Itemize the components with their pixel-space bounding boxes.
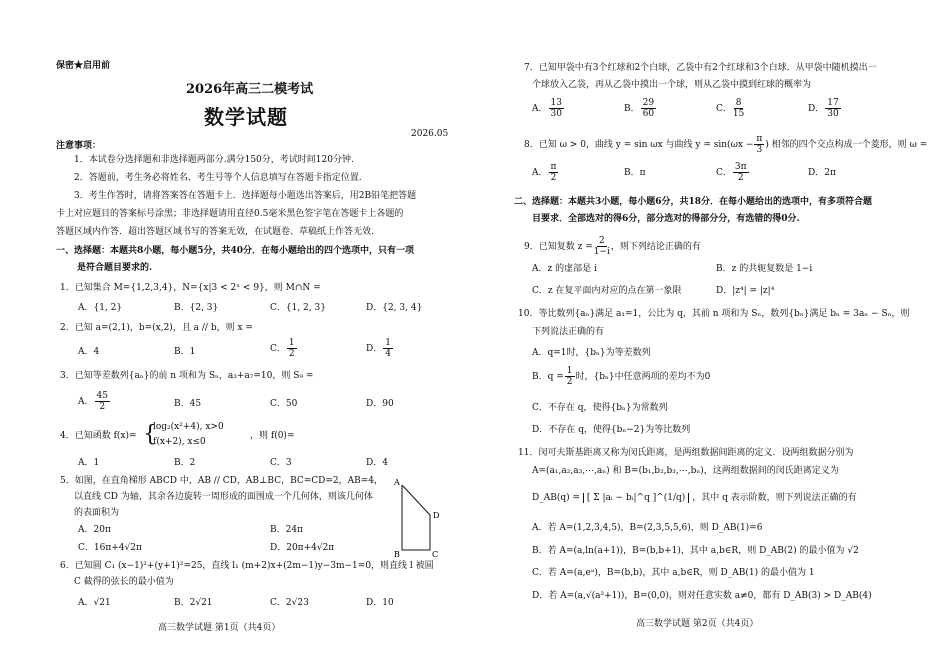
q8-stem-pre: 8．已知 ω > 0，曲线 y = sin ωx 与曲线 y = sin(ωx − xyxy=(524,140,754,150)
q7-d-label: D． xyxy=(808,104,825,114)
q11-option-c: C．若 A=(a,eᵃ)，B=(b,b)，其中 a,b∈R，则 D_AB(1) 的最小值为 1 xyxy=(532,568,815,578)
q6-option-b: B．2√21 xyxy=(174,598,213,608)
q9-option-b: B．z 的共轭复数是 1−i xyxy=(716,264,813,274)
section1-heading: 一、选择题：本题共8小题，每小题5分，共40分．在每小题给出的四个选项中，只有一项 xyxy=(56,246,415,256)
q10-b-label: B．q = xyxy=(532,372,564,382)
q1-option-d: D．{2, 3, 4} xyxy=(366,303,423,313)
q7-d-fraction xyxy=(825,98,840,119)
q11-line-3 xyxy=(532,492,857,504)
q7-c-fraction xyxy=(733,98,744,119)
q9-option-a: A．z 的虚部是 i xyxy=(532,264,597,274)
q4-case-2: f(x+2), x≤0 xyxy=(153,437,206,447)
notice-1: 1．本试卷分选择题和非选择题两部分.满分150分，考试时间120分钟. xyxy=(74,155,354,165)
figure-label-b: B xyxy=(394,550,400,559)
q8-option-a xyxy=(532,162,559,183)
q4-option-d: D．4 xyxy=(366,458,388,468)
figure-label-d: D xyxy=(433,511,440,520)
exam-date: 2026.05 xyxy=(411,129,449,139)
q8-stem-post: ) 相邻的四个交点构成一个菱形，则 ω = xyxy=(765,140,928,150)
q8-pi-fraction xyxy=(754,134,764,155)
q2-option-d xyxy=(366,338,394,359)
q10-line-1: 10．等比数列{aₙ}满足 a₁=1，公比为 q，其前 n 项和为 Sₙ，数列{bₙ}满足 bₙ = 3aₙ − Sₙ，则 xyxy=(518,309,910,319)
q1-stem: 1．已知集合 M={1,2,3,4}，N={x|3 < 2ˣ < 9}，则 M∩N = xyxy=(60,283,321,293)
q8-c-label: C． xyxy=(716,168,732,178)
q3-stem: 3．已知等差数列{aₙ}的前 n 项和为 Sₙ，a₃+a₇=10，则 S₉ = xyxy=(60,371,314,381)
q11-formula: [ Σ |aᵢ − bᵢ|^q ]^(1/q) xyxy=(583,493,689,503)
notice-3-cont: 卡上对应题目的答案标号涂黑；非选择题请用直径0.5毫米黑色签字笔在答题卡上各题的 xyxy=(56,209,404,219)
q2-option-d-fraction xyxy=(383,338,393,359)
q8-option-d: D．2π xyxy=(808,168,836,178)
q4-option-c: C．3 xyxy=(270,458,292,468)
q7-c-den: 15 xyxy=(732,109,745,119)
q9-stem-pre: 9．已知复数 z = xyxy=(524,242,593,252)
q1-option-b: B．{2, 3} xyxy=(174,303,219,313)
q11-option-a: A．若 A=(1,2,3,4,5)，B=(2,3,5,5,6)，则 D_AB(1)=6 xyxy=(532,523,763,533)
q5-line-1: 5．如图，在直角梯形 ABCD 中，AB // CD，AB⊥BC，BC=CD=2，AB=4， xyxy=(60,476,384,486)
q7-b-den: 60 xyxy=(642,109,655,119)
q5-option-b: B．24π xyxy=(270,525,303,535)
notice-3-cont2: 答题区域内作答．超出答题区域书写的答案无效，在试题卷、草稿纸上作答无效. xyxy=(56,227,374,237)
q7-d-den: 30 xyxy=(827,109,839,119)
q8-a-label: A． xyxy=(532,168,548,178)
q9-stem-post: ，则下列结论正确的有 xyxy=(610,242,701,252)
q5-option-c: C．16π+4√2π xyxy=(78,543,142,553)
q8-stem xyxy=(524,134,927,155)
q3-option-a-fraction xyxy=(95,391,110,412)
q7-b-label: B． xyxy=(624,104,640,114)
q11-line-2: A=(a₁,a₂,a₃,⋯,aₙ) 和 B=(b₁,b₂,b₃,⋯,bₙ)，这两组数据间的闵氏距离定义为 xyxy=(532,466,839,476)
q2-option-c-label: C． xyxy=(270,344,286,354)
q11-option-b: B．若 A=(a,ln(a+1))，B=(b,b+1)，其中 a,b∈R，则 D_AB(2) 的最小值为 √2 xyxy=(532,546,859,556)
figure-label-c: C xyxy=(432,550,439,559)
q10-b-num: 1 xyxy=(566,366,573,376)
q11-option-d: D．若 A=(a,√(a²+1))，B=(0,0)，则对任意实数 a≠0，都有 D_AB(3) > D_AB(4) xyxy=(532,591,872,601)
notice-3: 3．考生作答时，请将答案答在答题卡上．选择题每小题选出答案后，用2B铅笔把答题 xyxy=(74,191,417,201)
q4-stem-post: ，则 f(0)= xyxy=(250,431,295,441)
q8-a-num: π xyxy=(550,162,557,172)
q7-a-den: 30 xyxy=(550,109,562,119)
secret-label: 保密★启用前 xyxy=(56,61,111,71)
right-column xyxy=(478,0,946,672)
q8-c-den: 2 xyxy=(737,173,744,183)
q10-option-d: D．不存在 q，使得{bₙ−2}为等比数列 xyxy=(532,425,691,435)
q5-line-2: 以直线 CD 为轴，其余各边旋转一周形成的面围成一个几何体，则该几何体 xyxy=(74,492,373,502)
q4-case-1: log₂(x²+4), x>0 xyxy=(153,422,224,432)
q2-option-b: B．1 xyxy=(174,347,196,357)
q6-option-c: C．2√23 xyxy=(270,598,309,608)
q4-brace: { xyxy=(143,422,157,447)
q5-line-3: 的表面积为 xyxy=(74,508,120,518)
notice-heading: 注意事项： xyxy=(56,141,102,151)
q11-line-3-post: ，其中 q 表示阶数，则下列说法正确的有 xyxy=(692,493,857,503)
q10-option-a: A．q=1时，{bₙ}为等差数列 xyxy=(532,348,651,358)
left-column xyxy=(0,0,468,672)
q7-c-num: 8 xyxy=(735,98,742,108)
q2-option-d-label: D． xyxy=(366,344,383,354)
q2-option-a: A．4 xyxy=(78,347,100,357)
q2-c-den: 2 xyxy=(288,349,295,359)
q8-c-fraction xyxy=(733,162,749,183)
q5-option-a: A．20π xyxy=(78,525,111,535)
q7-option-a xyxy=(532,98,565,119)
q8-pi-num: π xyxy=(756,134,763,144)
q6-option-d: D．10 xyxy=(366,598,394,608)
q7-a-fraction xyxy=(549,98,564,119)
q7-option-c xyxy=(716,98,745,119)
q9-num: 2 xyxy=(598,236,605,246)
right-footer: 高三数学试题 第2页（共4页） xyxy=(636,619,759,629)
q7-d-num: 17 xyxy=(827,98,839,108)
q10-b-den: 2 xyxy=(566,377,573,387)
q3-option-a xyxy=(78,391,111,412)
q2-option-c-fraction xyxy=(287,338,297,359)
figure-label-a: A xyxy=(394,478,400,487)
q6-option-a: A．√21 xyxy=(78,598,111,608)
q6-line-2: C 截得的弦长的最小值为 xyxy=(74,577,174,587)
q10-option-c: C．不存在 q，使得{bₙ}为常数列 xyxy=(532,403,668,413)
q9-option-c: C．z 在复平面内对应的点在第一象限 xyxy=(532,286,682,296)
q7-option-b xyxy=(624,98,657,119)
subject-title: 数学试题 xyxy=(204,105,288,129)
q7-line-2: 个球放入乙袋，再从乙袋中摸出一个球，则从乙袋中摸到红球的概率为 xyxy=(532,80,812,90)
q2-stem: 2．已知 a=(2,1)，b=(x,2)，且 a // b，则 x = xyxy=(60,323,253,333)
q8-pi-den: 3 xyxy=(756,145,763,155)
q7-line-1: 7．已知甲袋中有3个红球和2个白球，乙袋中有2个红球和3个白球．从甲袋中随机摸出一 xyxy=(524,63,877,73)
q4-stem xyxy=(60,430,137,442)
q11-d-label: D_AB(q) = xyxy=(532,493,581,503)
q5-option-d: D．20π+4√2π xyxy=(270,543,335,553)
q7-c-label: C． xyxy=(716,104,732,114)
q8-a-fraction xyxy=(549,162,559,183)
q8-c-num: 3π xyxy=(734,162,747,172)
section2-heading-cont: 目要求．全部选对的得6分，部分选对的得部分分，有选错的得0分. xyxy=(532,214,800,224)
left-footer: 高三数学试题 第1页（共4页） xyxy=(158,623,281,633)
q3-a-den: 2 xyxy=(99,402,106,412)
q8-option-c xyxy=(716,162,750,183)
q3-a-num: 45 xyxy=(96,391,108,401)
q7-b-fraction xyxy=(641,98,656,119)
q7-a-label: A． xyxy=(532,104,548,114)
q3-option-a-label: A． xyxy=(78,397,94,407)
q2-c-num: 1 xyxy=(288,338,295,348)
section1-heading-cont: 是符合题目要求的. xyxy=(77,263,153,273)
q8-a-den: 2 xyxy=(550,173,557,183)
q2-d-den: 4 xyxy=(385,349,391,359)
q2-d-num: 1 xyxy=(385,338,391,348)
exam-title: 2026年高三二模考试 xyxy=(186,82,314,97)
q4-stem-pre: 4．已知函数 f(x)= xyxy=(60,431,137,441)
trapezoid-shape xyxy=(402,485,430,550)
q1-option-c: C．{1, 2, 3} xyxy=(270,303,326,313)
trapezoid-figure xyxy=(390,475,450,560)
q4-option-b: B．2 xyxy=(174,458,196,468)
q6-line-1: 6．已知圆 C₁ (x−1)²+(y+1)²=25，直线 l₁ (m+2)x+(2m−1)y−3m−1=0，则直线 l 被圆 xyxy=(60,561,434,571)
q10-b-post: 时，{bₙ}中任意两项的差均不为0 xyxy=(575,372,711,382)
q3-option-c: C．50 xyxy=(270,399,298,409)
q11-line-1: 11．闵可夫斯基距离又称为闵氏距离，是两组数据间距离的定义．设两组数据分别为 xyxy=(518,448,854,458)
q9-den: 1−i xyxy=(593,247,610,257)
q3-option-d: D．90 xyxy=(366,399,394,409)
q10-line-2: 下列说法正确的有 xyxy=(532,327,605,337)
q1-option-a: A．{1, 2} xyxy=(78,303,123,313)
section2-heading: 二、选择题：本题共3小题，每小题6分，共18分．在每小题给出的选项中，有多项符合题 xyxy=(514,197,873,207)
q9-option-d: D．|z⁴| = |z|⁴ xyxy=(716,286,775,296)
q10-b-fraction xyxy=(565,366,575,387)
q7-option-d xyxy=(808,98,842,119)
notice-2: 2．答题前，考生务必将姓名、考生号等个人信息填写在答题卡指定位置. xyxy=(74,173,362,183)
q10-option-b xyxy=(532,366,710,387)
q9-stem xyxy=(524,236,701,257)
q2-option-c xyxy=(270,338,298,359)
q3-option-b: B．45 xyxy=(174,399,202,409)
q4-option-a: A．1 xyxy=(78,458,100,468)
q9-fraction xyxy=(594,236,610,257)
q8-option-b: B．π xyxy=(624,168,646,178)
q7-a-num: 13 xyxy=(550,98,562,108)
q7-b-num: 29 xyxy=(642,98,655,108)
